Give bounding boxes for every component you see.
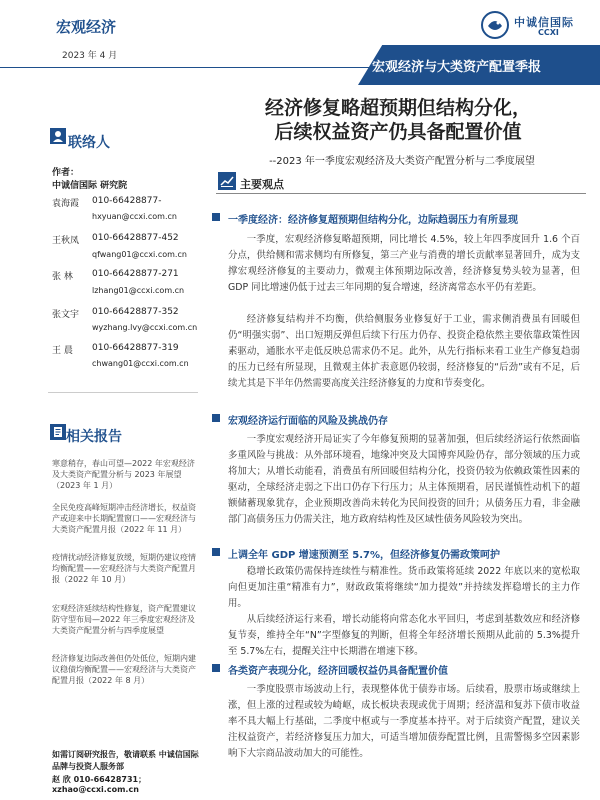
paragraph: 一季度，宏观经济修复略超预期，同比增长 4.5%，较上年四季度回升 1.6 个百分点，供给侧和需求侧均有所修复，第三产业与消费的增长贡献率显著回升，成为支撑宏观经济修复的主要动力，微观主体预期边际改善，经济修复势头较为显著，但 GDP 同比增速仍低于过去三年同期的复合增速，经济离常态水平仍有差距。 — [228, 234, 580, 293]
contact-phone: 010-66428877- — [92, 196, 162, 206]
related-report-link[interactable]: 经济修复边际改善但仍处低位，短期内建议稳债均衡配置——宏观经济与大类资产配置月报（2022 年 8 月） — [52, 654, 196, 685]
related-report-link[interactable]: 全民免疫高峰短期冲击经济增长，权益资产或迎来中长期配置窗口——宏观经济与大类资产配置月报（2022 年 11 月） — [52, 503, 196, 534]
key-points-title: 主要观点 — [240, 178, 284, 191]
related-reports-title: 相关报告 — [66, 429, 122, 445]
contact-name: 王 晨 — [52, 346, 73, 356]
paragraph: 一季度股票市场波动上行，表现整体优于债券市场。后续看，股票市场或继续上涨，但上涨的过程或较为崎岖，成长板块表现或优于周期；经济温和复苏下债市收益率不具大幅上行基础，二季度中枢或与一季度基本持平。对于后续资产配置，建议关注权益资产，若经济修复压力加大，可适当增加债券配置比例，且需警惕多空因素影响下大宗商品波动加大的可能性。 — [228, 684, 580, 759]
related-report-link[interactable]: 疫情扰动经济修复放缓，短期仍建议疫情均衡配置——宏观经济与大类资产配置月报（2022 年 10 月） — [52, 553, 196, 584]
report-type: 宏观经济与大类资产配置季报 — [372, 60, 542, 75]
subscription-contact — [52, 775, 202, 795]
contact-section-title: 联络人 — [68, 135, 110, 151]
bullet-square-icon — [212, 414, 220, 422]
contact-phone: 010-66428877-319 — [92, 343, 179, 353]
contact-phone: 010-66428877-452 — [92, 233, 179, 243]
main-title-line2: 后续权益资产仍具备配置价值 — [274, 121, 522, 143]
contact-email[interactable]: lzhang01@ccxi.com.cn — [92, 286, 185, 295]
report-icon — [50, 424, 66, 440]
bullet-square-icon — [212, 548, 220, 556]
paragraph: 稳增长政策仍需保持连续性与精准性。货币政策将延续 2022 年底以来的宽松取向但更加注重“精准有力”，财政政策将继续“加力提效”并持续发挥稳增长的主力作用。 — [228, 566, 580, 609]
contact-name: 张文宇 — [52, 310, 80, 320]
contact-name: 张 林 — [52, 272, 73, 282]
contact-email[interactable]: wyzhang.lvy@ccxi.com.cn — [92, 323, 198, 332]
subscription-contact-email[interactable]: xzhao@ccxi.com.cn — [52, 785, 139, 794]
subscription-note: 如需订阅研究报告，敬请联系 中诚信国际品牌与投资人服务部 — [52, 750, 199, 771]
bullet-square-icon — [212, 664, 220, 672]
bullet-title: 宏观经济运行面临的风险及挑战仍存 — [228, 416, 388, 427]
contact-name: 王秋凤 — [52, 236, 80, 246]
paragraph: 从后续经济运行来看，增长动能将向常态化水平回归，考虑到基数效应和经济修复节奏，维持全年“N”字型修复的判断，但将全年经济增长预期从此前的 5.3%提升至 5.7%左右，提醒关注中长期潜在增速下移。 — [228, 614, 580, 657]
report-date: 2023 年 4 月 — [62, 51, 118, 61]
bullet-title: 各类资产表现分化，经济回暖权益仍具备配置价值 — [228, 666, 448, 677]
key-points-icon — [218, 172, 236, 190]
key-points-divider — [216, 193, 586, 194]
paragraph: 经济修复结构并不均衡，供给侧服务业修复好于工业，需求侧消费虽有回暖但仍“明强实弱”、出口短期反弹但后续下行压力仍存、投资企稳依然主要依靠政策性因素驱动，通胀水平走低反映总需求仍不足。此外，从先行指标来看工业生产修复趋弱的压力已经有所显现，且微观主体扩表意愿仍较弱，经济修复的“后劲”或有不足，后续尤其是下半年仍然需要高度关注经济修复的力度和节奏变化。 — [228, 314, 580, 389]
logo-mark-icon — [480, 10, 510, 40]
report-category: 宏观经济 — [56, 18, 117, 36]
subtitle: --2023 年一季度宏观经济及大类资产配置分析与二季度展望 — [269, 156, 535, 167]
contact-email[interactable]: qfwang01@ccxi.com.cn — [92, 250, 187, 259]
related-report-link[interactable]: 宏观经济延续结构性修复，资产配置建议防守型布局—2022 年三季度宏观经济及大类资产配置分析与四季度展望 — [52, 604, 196, 635]
logo-text-cn: 中诚信国际 — [514, 16, 574, 29]
authors-label: 作者： — [52, 168, 80, 178]
contact-person-icon — [50, 128, 66, 144]
authors-org: 中诚信国际 研究院 — [52, 181, 128, 191]
contact-email[interactable]: hxyuan@ccxi.com.cn — [92, 212, 177, 221]
paragraph: 一季度宏观经济开局证实了今年修复预期的显著加强，但后续经济运行依然面临多重风险与挑战：从外部环境看，地缘冲突及大国博弈风险仍存，部分领域的压力或将加大；从增长动能看，消费虽有所回暖但结构分化，投资仍较为依赖政策性因素的驱动，全球经济走弱之下出口仍存下行压力；从主体预期看，居民谨慎性动机下的超额储蓄现象犹存，企业预期改善尚未转化为民间投资的回升；从债务压力看，非金融部门高债务压力仍需关注，地方政府结构性及区域性债务风险较为突出。 — [228, 434, 580, 525]
bullet-title: 一季度经济：经济修复超预期但结构分化，边际趋弱压力有所显现 — [228, 215, 518, 226]
contact-name: 袁海霞 — [52, 199, 80, 209]
sidebar-divider — [48, 392, 198, 393]
bullet-square-icon — [212, 213, 220, 221]
main-title-line1: 经济修复略超预期但结构分化， — [264, 97, 531, 119]
bullet-title: 上调全年 GDP 增速预测至 5.7%，但经济修复仍需政策呵护 — [228, 550, 501, 561]
contact-phone: 010-66428877-271 — [92, 269, 179, 279]
logo-text-en: CCXI — [538, 28, 559, 37]
company-logo — [480, 10, 590, 42]
contact-phone: 010-66428877-352 — [92, 307, 179, 317]
subscription-contact-phone: 赵 欣 010-66428731； — [52, 775, 147, 784]
related-report-link[interactable]: 寒意稍存，春山可望—2022 年宏观经济及大类资产配置分析与 2023 年展望（2023 年 1 月） — [52, 459, 195, 490]
contact-email[interactable]: chwang01@ccxi.com.cn — [92, 359, 189, 368]
